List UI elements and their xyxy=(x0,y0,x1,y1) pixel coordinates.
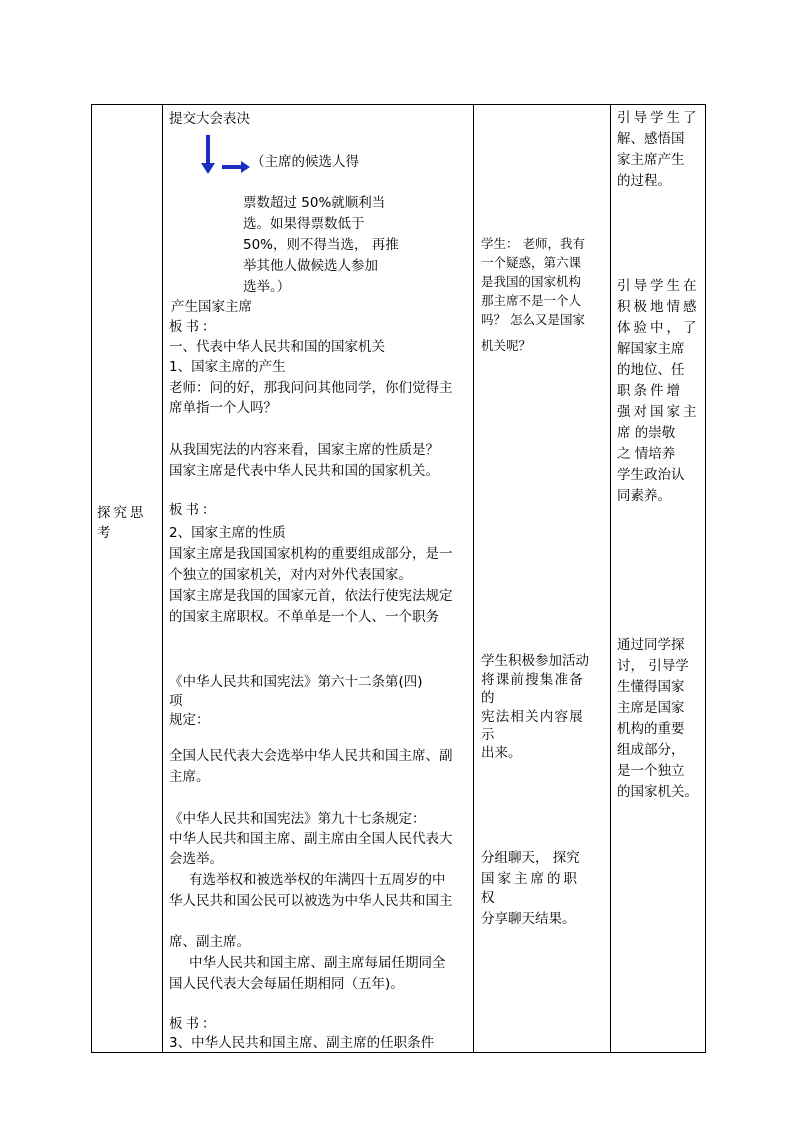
text-line: 的地位、任 xyxy=(617,362,685,378)
text-line: 出来。 xyxy=(481,745,522,761)
text-line: 选举。） xyxy=(243,279,291,295)
arrow-down-icon xyxy=(201,135,215,175)
text-line: 是一个独立 xyxy=(617,763,685,779)
arrow-right-icon xyxy=(222,161,250,173)
text-line: 国家主席的职 xyxy=(481,871,580,887)
text-line: 板书： xyxy=(169,1016,219,1032)
text-line: 分享聊天结果。 xyxy=(481,911,576,927)
text-line: 主席。 xyxy=(169,769,210,785)
text-line: 中华人民共和国主席、副主席由全国人民代表大 xyxy=(169,831,453,847)
text-line: 50%，则不得当选， 再推 xyxy=(243,237,399,253)
text-line: 中华人民共和国主席、副主席每届任期同全 xyxy=(189,955,446,971)
text-line: 一个疑惑，第六课 xyxy=(481,255,582,270)
text-line: 一、代表中华人民共和国的国家机关 xyxy=(169,339,385,355)
text-line: 国家主席是我国的国家元首，依法行使宪法规定 xyxy=(169,588,453,604)
text-line: 3、中华人民共和国主席、副主席的任职条件 xyxy=(169,1035,435,1051)
text-line: 的 xyxy=(481,690,495,706)
text-line: 讨， 引导学 xyxy=(617,658,689,674)
text-line: 积极地情感 xyxy=(617,299,700,315)
text-line: 权 xyxy=(481,890,495,906)
text-line: 的国家主席职权。不单单是一个人、一个职务 xyxy=(169,609,439,625)
text-line: 会选举。 xyxy=(169,851,223,867)
text-line: 引导学生了 xyxy=(617,110,700,126)
text-line: 学生： 老师，我有 xyxy=(481,236,585,251)
student-activity-column xyxy=(474,105,610,1052)
stage-column xyxy=(92,105,162,1052)
design-intent-column xyxy=(611,105,705,1052)
text-line: 国家主席是代表中华人民共和国的国家机关。 xyxy=(169,463,439,479)
text-line: 强对国家主 xyxy=(617,404,700,420)
text-line: 板书： xyxy=(169,502,219,518)
text-line: 那主席不是一个人 xyxy=(481,293,582,308)
text-line: 之 情培养 xyxy=(617,446,676,462)
text-line: 票数超过 50%就顺利当 xyxy=(243,195,386,211)
text-line: 组成部分， xyxy=(617,742,685,758)
text-line: 《中华人民共和国宪法》第九十七条规定： xyxy=(169,811,426,827)
text-line: 举其他人做候选人参加 xyxy=(243,258,378,274)
text-line: 学生政治认 xyxy=(617,467,685,483)
text-line: 职条件增 xyxy=(617,383,683,399)
text-line: 同素养。 xyxy=(617,488,671,504)
text-line: 的过程。 xyxy=(617,173,671,189)
text-line: 国家主席是我国国家机构的重要组成部分，是一 xyxy=(169,546,453,562)
text-line: 2、国家主席的性质 xyxy=(169,525,286,541)
text-line: 的国家机关。 xyxy=(617,784,698,800)
text-line: 家主席产生 xyxy=(617,152,685,168)
text-line: 解国家主席 xyxy=(617,341,685,357)
text-line: 有选举权和被选举权的年满四十五周岁的中 xyxy=(189,872,446,888)
text-line: 国人民代表大会每届任期相同（五年)。 xyxy=(169,976,404,992)
text-line: （主席的候选人得 xyxy=(251,154,359,170)
text-line: 席、副主席。 xyxy=(169,934,250,950)
text-line: 通过同学探 xyxy=(617,637,685,653)
text-line: 宪法相关内容展 xyxy=(481,709,584,725)
text-line: 全国人民代表大会选举中华人民共和国主席、副 xyxy=(169,748,453,764)
text-line: 生懂得国家 xyxy=(617,679,685,695)
text-line: 是我国的国家机构 xyxy=(481,274,582,289)
text-line: 引导学生在 xyxy=(617,278,700,294)
text-line: 华人民共和国公民可以被选为中华人民共和国主 xyxy=(169,893,453,909)
teacher-activity-column xyxy=(163,105,473,1052)
text-line: 项 xyxy=(169,693,183,709)
text-line: 解、感悟国 xyxy=(617,131,685,147)
text-line: 1、国家主席的产生 xyxy=(169,359,286,375)
text-line: 《中华人民共和国宪法》第六十二条第(四) xyxy=(169,674,423,690)
text-line: 席单指一个人吗？ xyxy=(169,400,277,416)
text-line: 板书： xyxy=(169,319,219,335)
text-line: 示 xyxy=(481,727,495,743)
text-line: 分组聊天， 探究 xyxy=(481,850,580,866)
text-line: 老师：问的好，那我问问其他同学，你们觉得主 xyxy=(169,380,453,396)
text-line: 提交大会表决 xyxy=(169,111,250,127)
text-line: 规定： xyxy=(169,712,210,728)
text-line: 学生积极参加活动 xyxy=(481,653,589,669)
text-line: 选。如果得票数低于 xyxy=(243,216,365,232)
text-line: 个独立的国家机关，对内对外代表国家。 xyxy=(169,567,412,583)
text-line: 产生国家主席 xyxy=(171,299,252,315)
text-line: 主席是国家 xyxy=(617,700,685,716)
text-line: 体验中，了 xyxy=(617,320,700,336)
text-line: 将课前搜集准备 xyxy=(481,672,584,688)
text-line: 机关呢？ xyxy=(481,338,532,353)
text-line: 席 的崇敬 xyxy=(617,425,676,441)
text-line: 吗？ 怎么又是国家 xyxy=(481,312,585,327)
text-line: 从我国宪法的内容来看，国家主席的性质是？ xyxy=(169,442,439,458)
text-line: 机构的重要 xyxy=(617,721,685,737)
stage-label: 探究思考 xyxy=(97,505,147,541)
lesson-table xyxy=(91,104,706,1053)
